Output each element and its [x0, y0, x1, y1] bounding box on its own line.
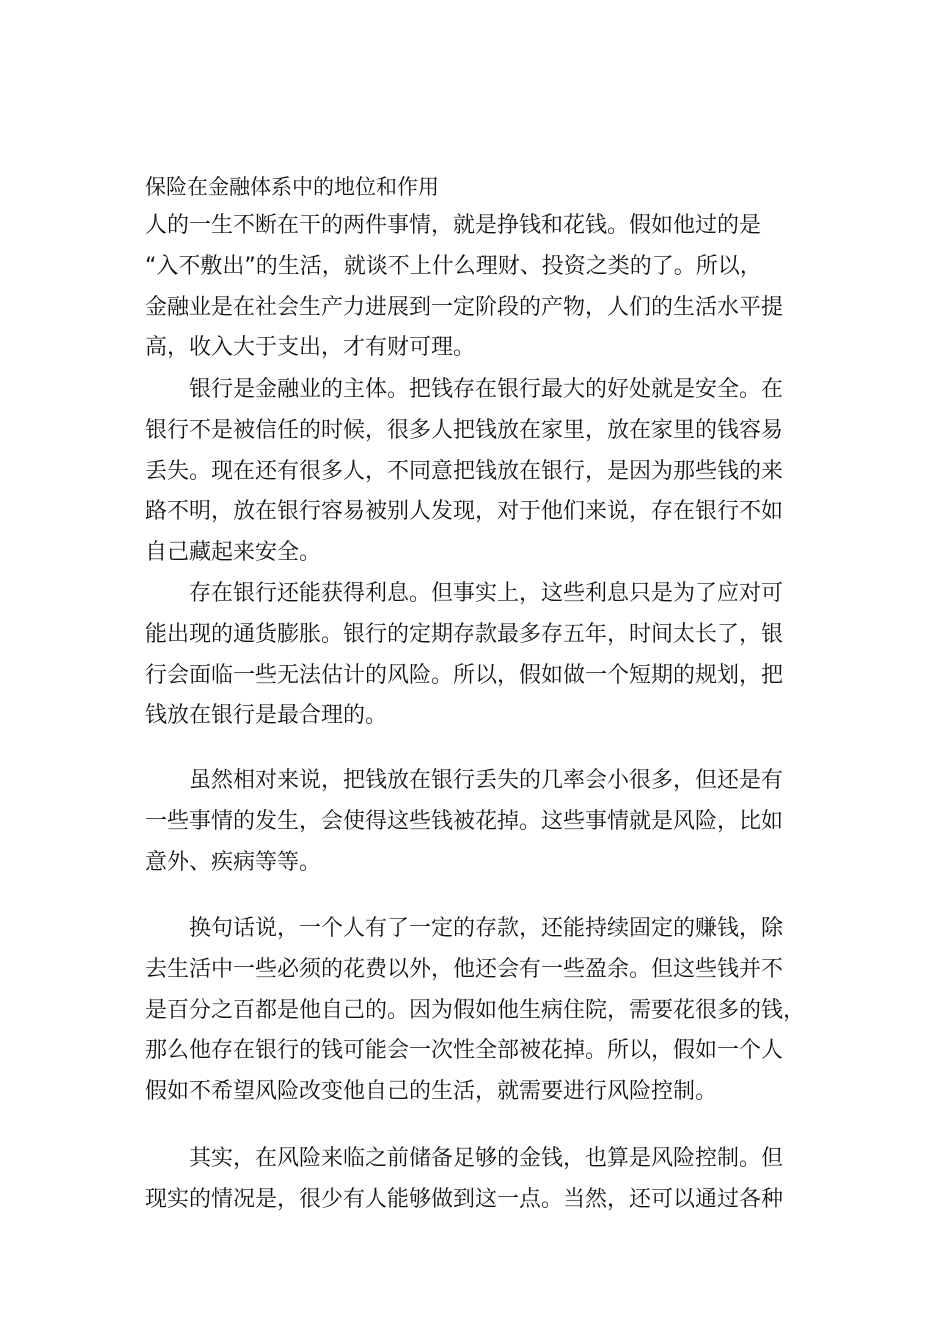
paragraph-line: 一些事情的发生，会使得这些钱被花掉。这些事情就是风险，比如	[145, 808, 784, 834]
paragraph-3	[145, 574, 810, 737]
paragraph-line: “入不敷出”的生活，就谈不上什么理财、投资之类的了。所以，	[145, 253, 762, 279]
paragraph-line: 现实的情况是，很少有人能够做到这一点。当然，还可以通过各种	[145, 1186, 784, 1212]
paragraph-line: 去生活中一些必须的花费以外，他还会有一些盈余。但这些钱并不	[145, 956, 784, 982]
paragraph-line: 意外、疾病等等。	[145, 849, 322, 875]
paragraph-line: 存在银行还能获得利息。但事实上，这些利息只是为了应对可	[189, 581, 784, 606]
paragraph-5	[145, 909, 810, 1113]
paragraph-line: 其实，在风险来临之前储备足够的金钱，也算是风险控制。但	[189, 1146, 784, 1171]
paragraph-line: 银行不是被信任的时候，很多人把钱放在家里，放在家里的钱容易	[145, 417, 784, 443]
paragraph-6	[145, 1139, 810, 1221]
document-page	[145, 0, 810, 1344]
paragraph-line: 是百分之百都是他自己的。因为假如他生病住院，需要花很多的钱，	[145, 997, 806, 1023]
document-title: 保险在金融体系中的地位和作用	[145, 175, 439, 199]
paragraph-2	[145, 370, 810, 574]
paragraph-line: 金融业是在社会生产力进展到一定阶段的产物，人们的生活水平提	[145, 294, 784, 320]
paragraph-4	[145, 761, 810, 883]
paragraph-line: 高，收入大于支出，才有财可理。	[145, 335, 476, 361]
paragraph-line: 虽然相对来说，把钱放在银行丢失的几率会小很多，但还是有	[189, 768, 784, 793]
paragraph-line: 银行是金融业的主体。把钱存在银行最大的好处就是安全。在	[189, 377, 784, 402]
paragraph-line: 假如不希望风险改变他自己的生活，就需要进行风险控制。	[145, 1079, 718, 1105]
paragraph-line: 那么他存在银行的钱可能会一次性全部被花掉。所以，假如一个人	[145, 1038, 784, 1064]
paragraph-line: 能出现的通货膨胀。银行的定期存款最多存五年，时间太长了，银	[145, 621, 784, 647]
paragraph-line: 换句话说，一个人有了一定的存款，还能持续固定的赚钱，除	[189, 916, 784, 941]
paragraph-line: 自己藏起来安全。	[145, 540, 322, 566]
paragraph-line: 行会面临一些无法估计的风险。所以，假如做一个短期的规划，把	[145, 662, 784, 688]
paragraph-line: 丢失。现在还有很多人，不同意把钱放在银行，是因为那些钱的来	[145, 458, 784, 484]
paragraph-line: 人的一生不断在干的两件事情，就是挣钱和花钱。假如他过的是	[145, 213, 762, 238]
paragraph-line: 钱放在银行是最合理的。	[145, 703, 388, 729]
paragraph-1	[145, 206, 810, 369]
paragraph-line: 路不明，放在银行容易被别人发现，对于他们来说，存在银行不如	[145, 499, 784, 525]
